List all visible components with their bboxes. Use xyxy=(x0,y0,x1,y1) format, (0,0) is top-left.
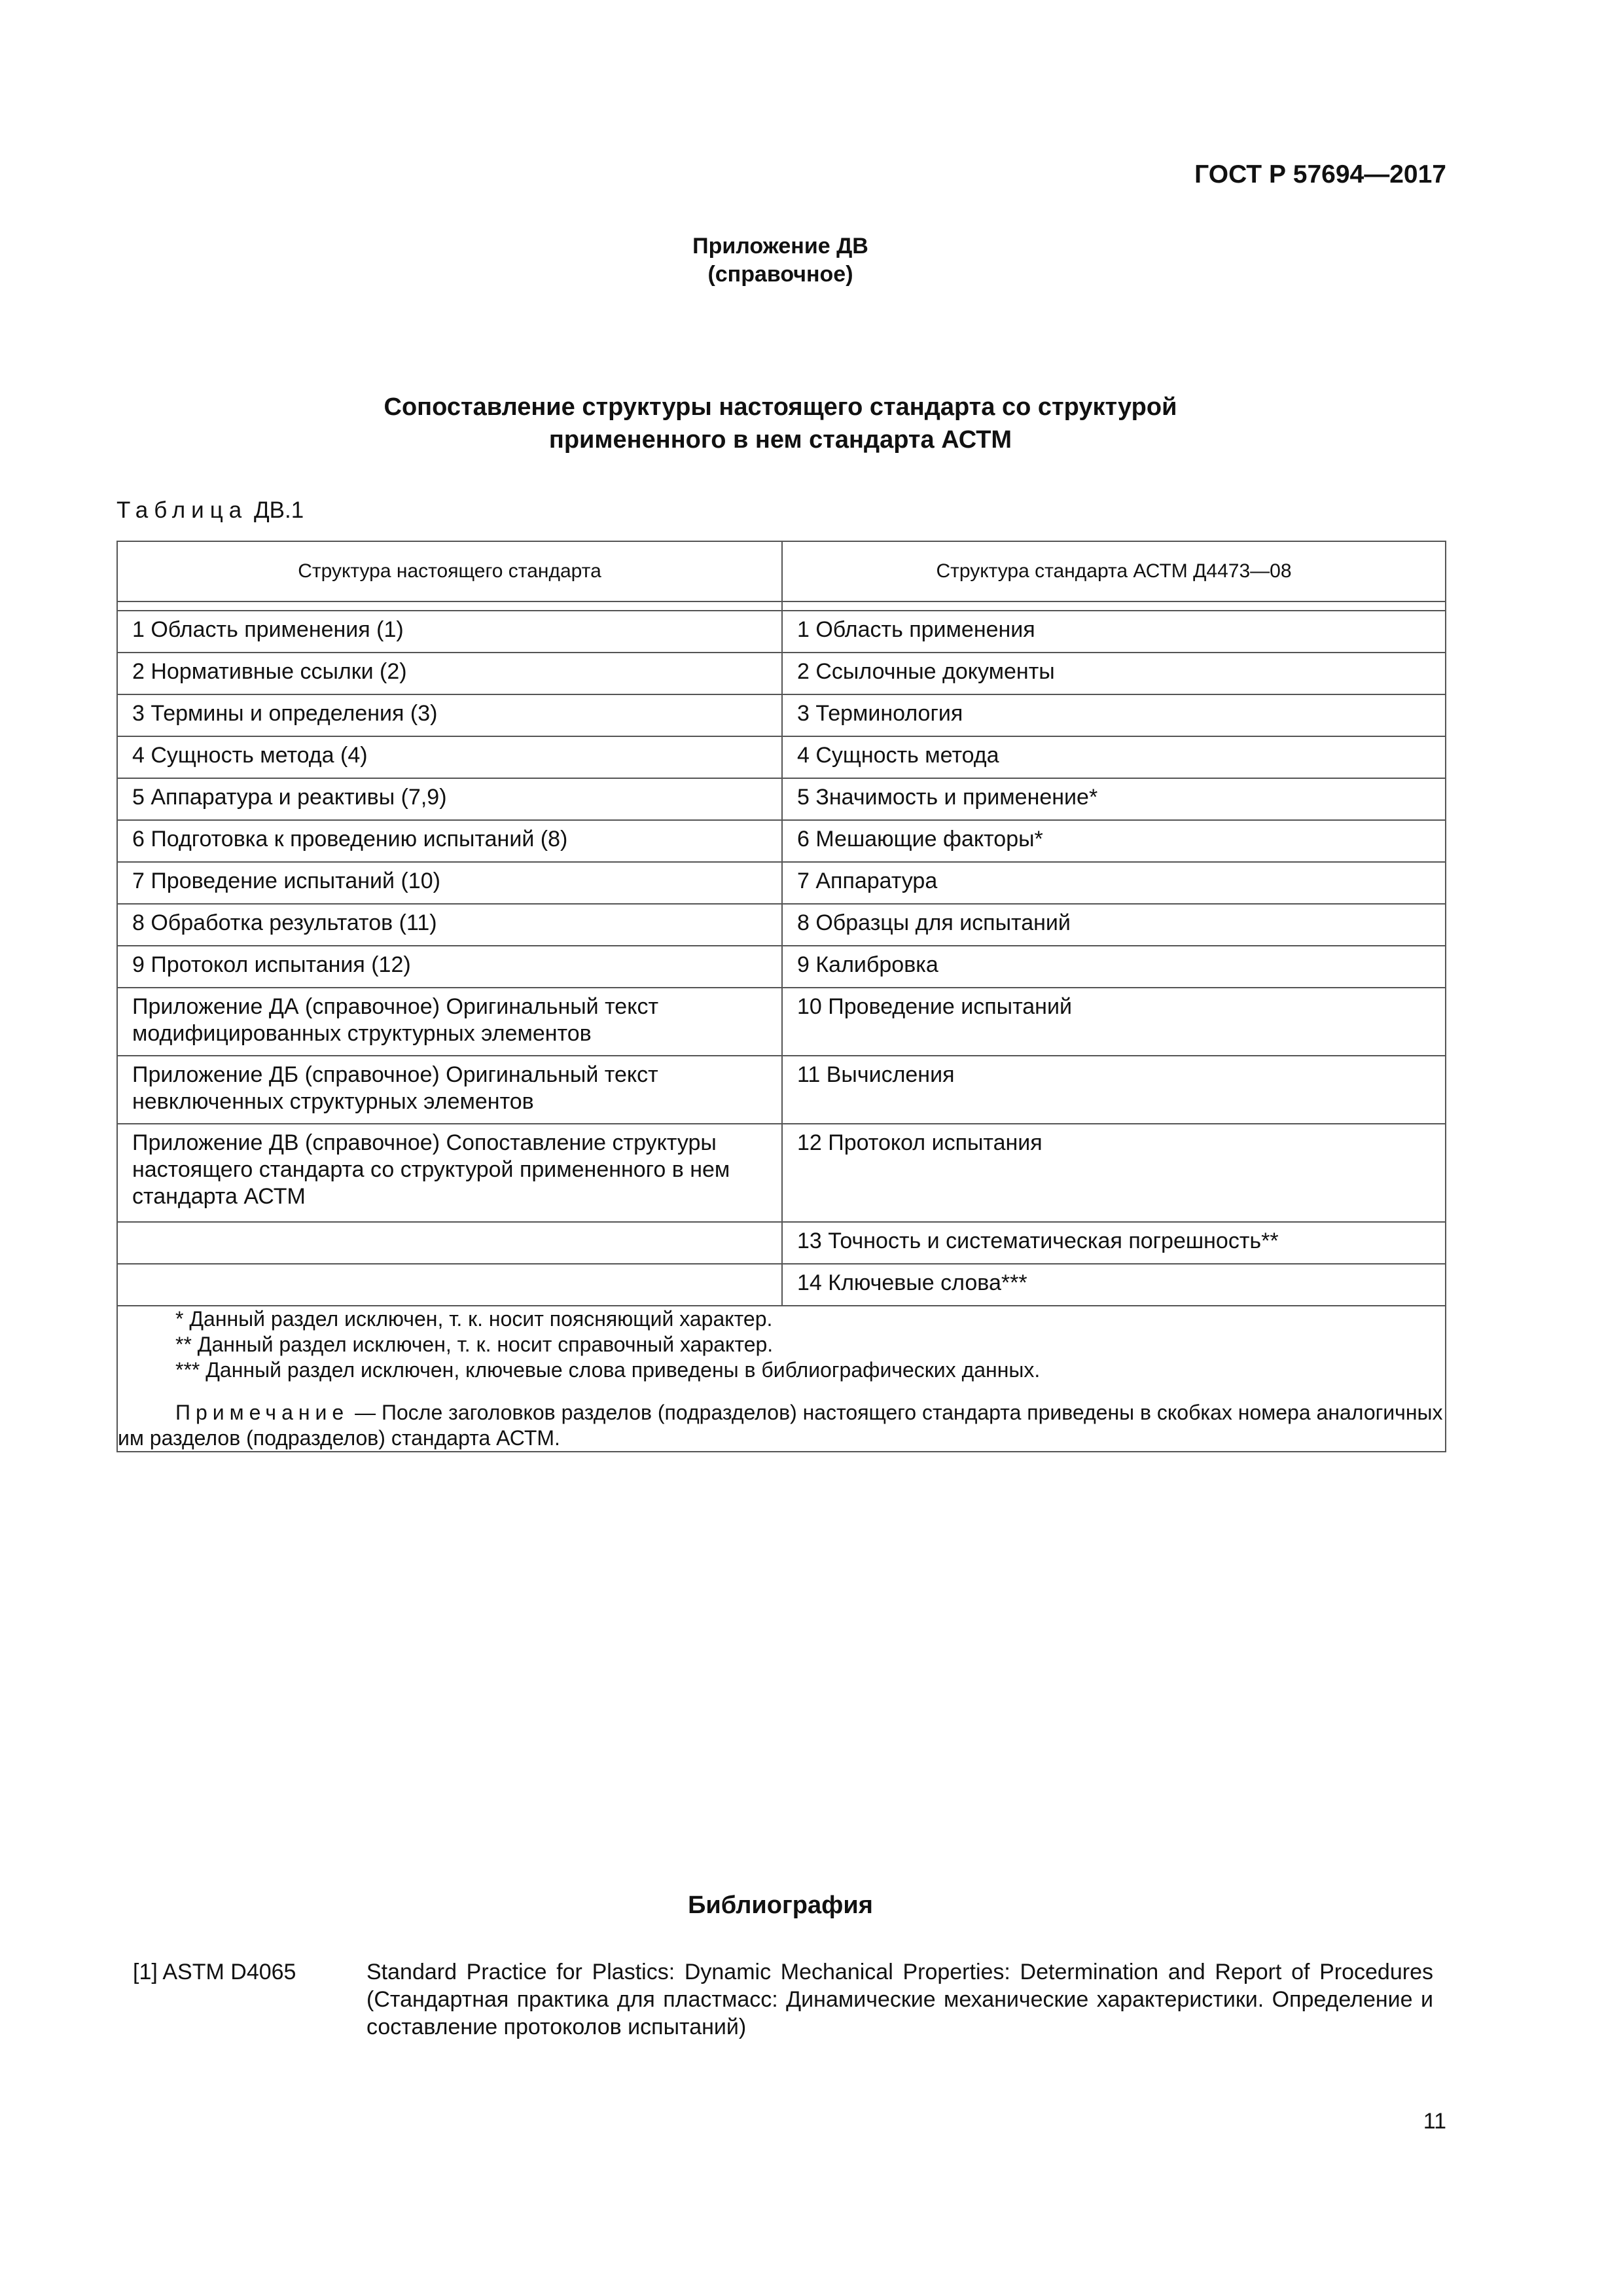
table-cell: 7 Аппаратура xyxy=(797,869,938,893)
table-row xyxy=(117,1264,1446,1306)
table-cell: 4 Сущность метода (4) xyxy=(132,743,368,768)
table-caption-label: Таблица xyxy=(116,497,248,523)
table-cell: 6 Подготовка к проведению испытаний (8) xyxy=(132,827,568,852)
structure-comparison-table xyxy=(116,541,1446,1452)
bibliography-entry xyxy=(133,1958,1433,2041)
table-row xyxy=(117,820,1446,862)
appendix-subtitle: (справочное) xyxy=(707,262,853,287)
table-cell: 5 Значимость и применение* xyxy=(797,785,1098,810)
section-title xyxy=(0,391,1561,456)
table-row xyxy=(117,1124,1446,1222)
table-cell: 8 Обработка результатов (11) xyxy=(132,910,437,935)
table-cell: Приложение ДБ (справочное) Оригинальный текст невключенных структурных элементов xyxy=(132,1062,658,1114)
appendix-heading xyxy=(0,232,1561,289)
table-row xyxy=(117,862,1446,904)
table-row xyxy=(117,904,1446,946)
table-row xyxy=(117,1222,1446,1264)
table-cell: 2 Нормативные ссылки (2) xyxy=(132,659,407,684)
section-title-line-1: Сопоставление структуры настоящего стандарта со структурой xyxy=(383,393,1177,421)
table-cell xyxy=(118,1223,781,1228)
column-header: Структура стандарта АСТМ Д4473—08 xyxy=(782,541,1446,601)
bibliography-ref: [1] ASTM D4065 xyxy=(133,1960,296,1984)
table-cell: 4 Сущность метода xyxy=(797,743,999,768)
table-cell: 6 Мешающие факторы* xyxy=(797,827,1043,852)
note-label: Примечание xyxy=(175,1401,349,1424)
table-row xyxy=(117,611,1446,653)
note-text: — После заголовков разделов (подразделов) настоящего стандарта приведены в скобках номера аналогичных им разделов (подразделов) стандарта АСТМ. xyxy=(118,1401,1443,1450)
section-title-line-2: примененного в нем стандарта АСТМ xyxy=(548,426,1012,454)
table-row xyxy=(117,736,1446,778)
table-row xyxy=(117,653,1446,694)
appendix-title: Приложение ДВ xyxy=(692,234,868,259)
table-caption xyxy=(116,497,304,524)
table-cell: 1 Область применения xyxy=(797,617,1035,642)
bibliography-text: Standard Practice for Plastics: Dynamic Mechanical Properties: Determination and Report of Procedures (Стандартная практика для пластмасс: Динамические механические характеристики. Определение и составление протоколов испытаний) xyxy=(366,1960,1433,2039)
table-cell: 9 Калибровка xyxy=(797,952,938,977)
table-cell: 8 Образцы для испытаний xyxy=(797,910,1071,935)
table-cell: 2 Ссылочные документы xyxy=(797,659,1055,684)
bibliography-title: Библиография xyxy=(688,1892,873,1919)
table-row xyxy=(117,694,1446,736)
table-caption-number: ДВ.1 xyxy=(253,497,304,523)
table-footnotes xyxy=(117,1306,1446,1452)
table-cell xyxy=(118,1265,781,1270)
table-cell: 3 Термины и определения (3) xyxy=(132,701,438,726)
table-row xyxy=(117,946,1446,988)
table-header-gap xyxy=(117,601,1446,611)
table-cell: 5 Аппаратура и реактивы (7,9) xyxy=(132,785,447,810)
table-row xyxy=(117,1056,1446,1124)
table-cell: 10 Проведение испытаний xyxy=(797,994,1072,1019)
table-cell: Приложение ДВ (справочное) Сопоставление структуры настоящего стандарта со структурой примененного в нем стандарта АСТМ xyxy=(132,1130,730,1209)
document-code: ГОСТ Р 57694—2017 xyxy=(1194,160,1446,188)
footnote: ** Данный раздел исключен, т. к. носит справочный характер. xyxy=(175,1333,774,1356)
table-row xyxy=(117,778,1446,820)
table-cell: Приложение ДА (справочное) Оригинальный текст модифицированных структурных элементов xyxy=(132,994,659,1046)
table-cell: 1 Область применения (1) xyxy=(132,617,404,642)
table-cell: 9 Протокол испытания (12) xyxy=(132,952,411,977)
table-row xyxy=(117,988,1446,1056)
table-note xyxy=(118,1400,1445,1451)
table-cell: 7 Проведение испытаний (10) xyxy=(132,869,440,893)
table-cell: 11 Вычисления xyxy=(797,1062,955,1087)
table-cell: 12 Протокол испытания xyxy=(797,1130,1043,1155)
table-cell: 14 Ключевые слова*** xyxy=(797,1270,1027,1295)
footnote: * Данный раздел исключен, т. к. носит поясняющий характер. xyxy=(175,1307,773,1331)
footnote: *** Данный раздел исключен, ключевые слова приведены в библиографических данных. xyxy=(175,1358,1041,1382)
table-header-row xyxy=(117,541,1446,601)
table-cell: 13 Точность и систематическая погрешность** xyxy=(797,1229,1279,1253)
page-number: 11 xyxy=(1423,2109,1446,2134)
column-header: Структура настоящего стандарта xyxy=(117,541,782,601)
table-cell: 3 Терминология xyxy=(797,701,963,726)
